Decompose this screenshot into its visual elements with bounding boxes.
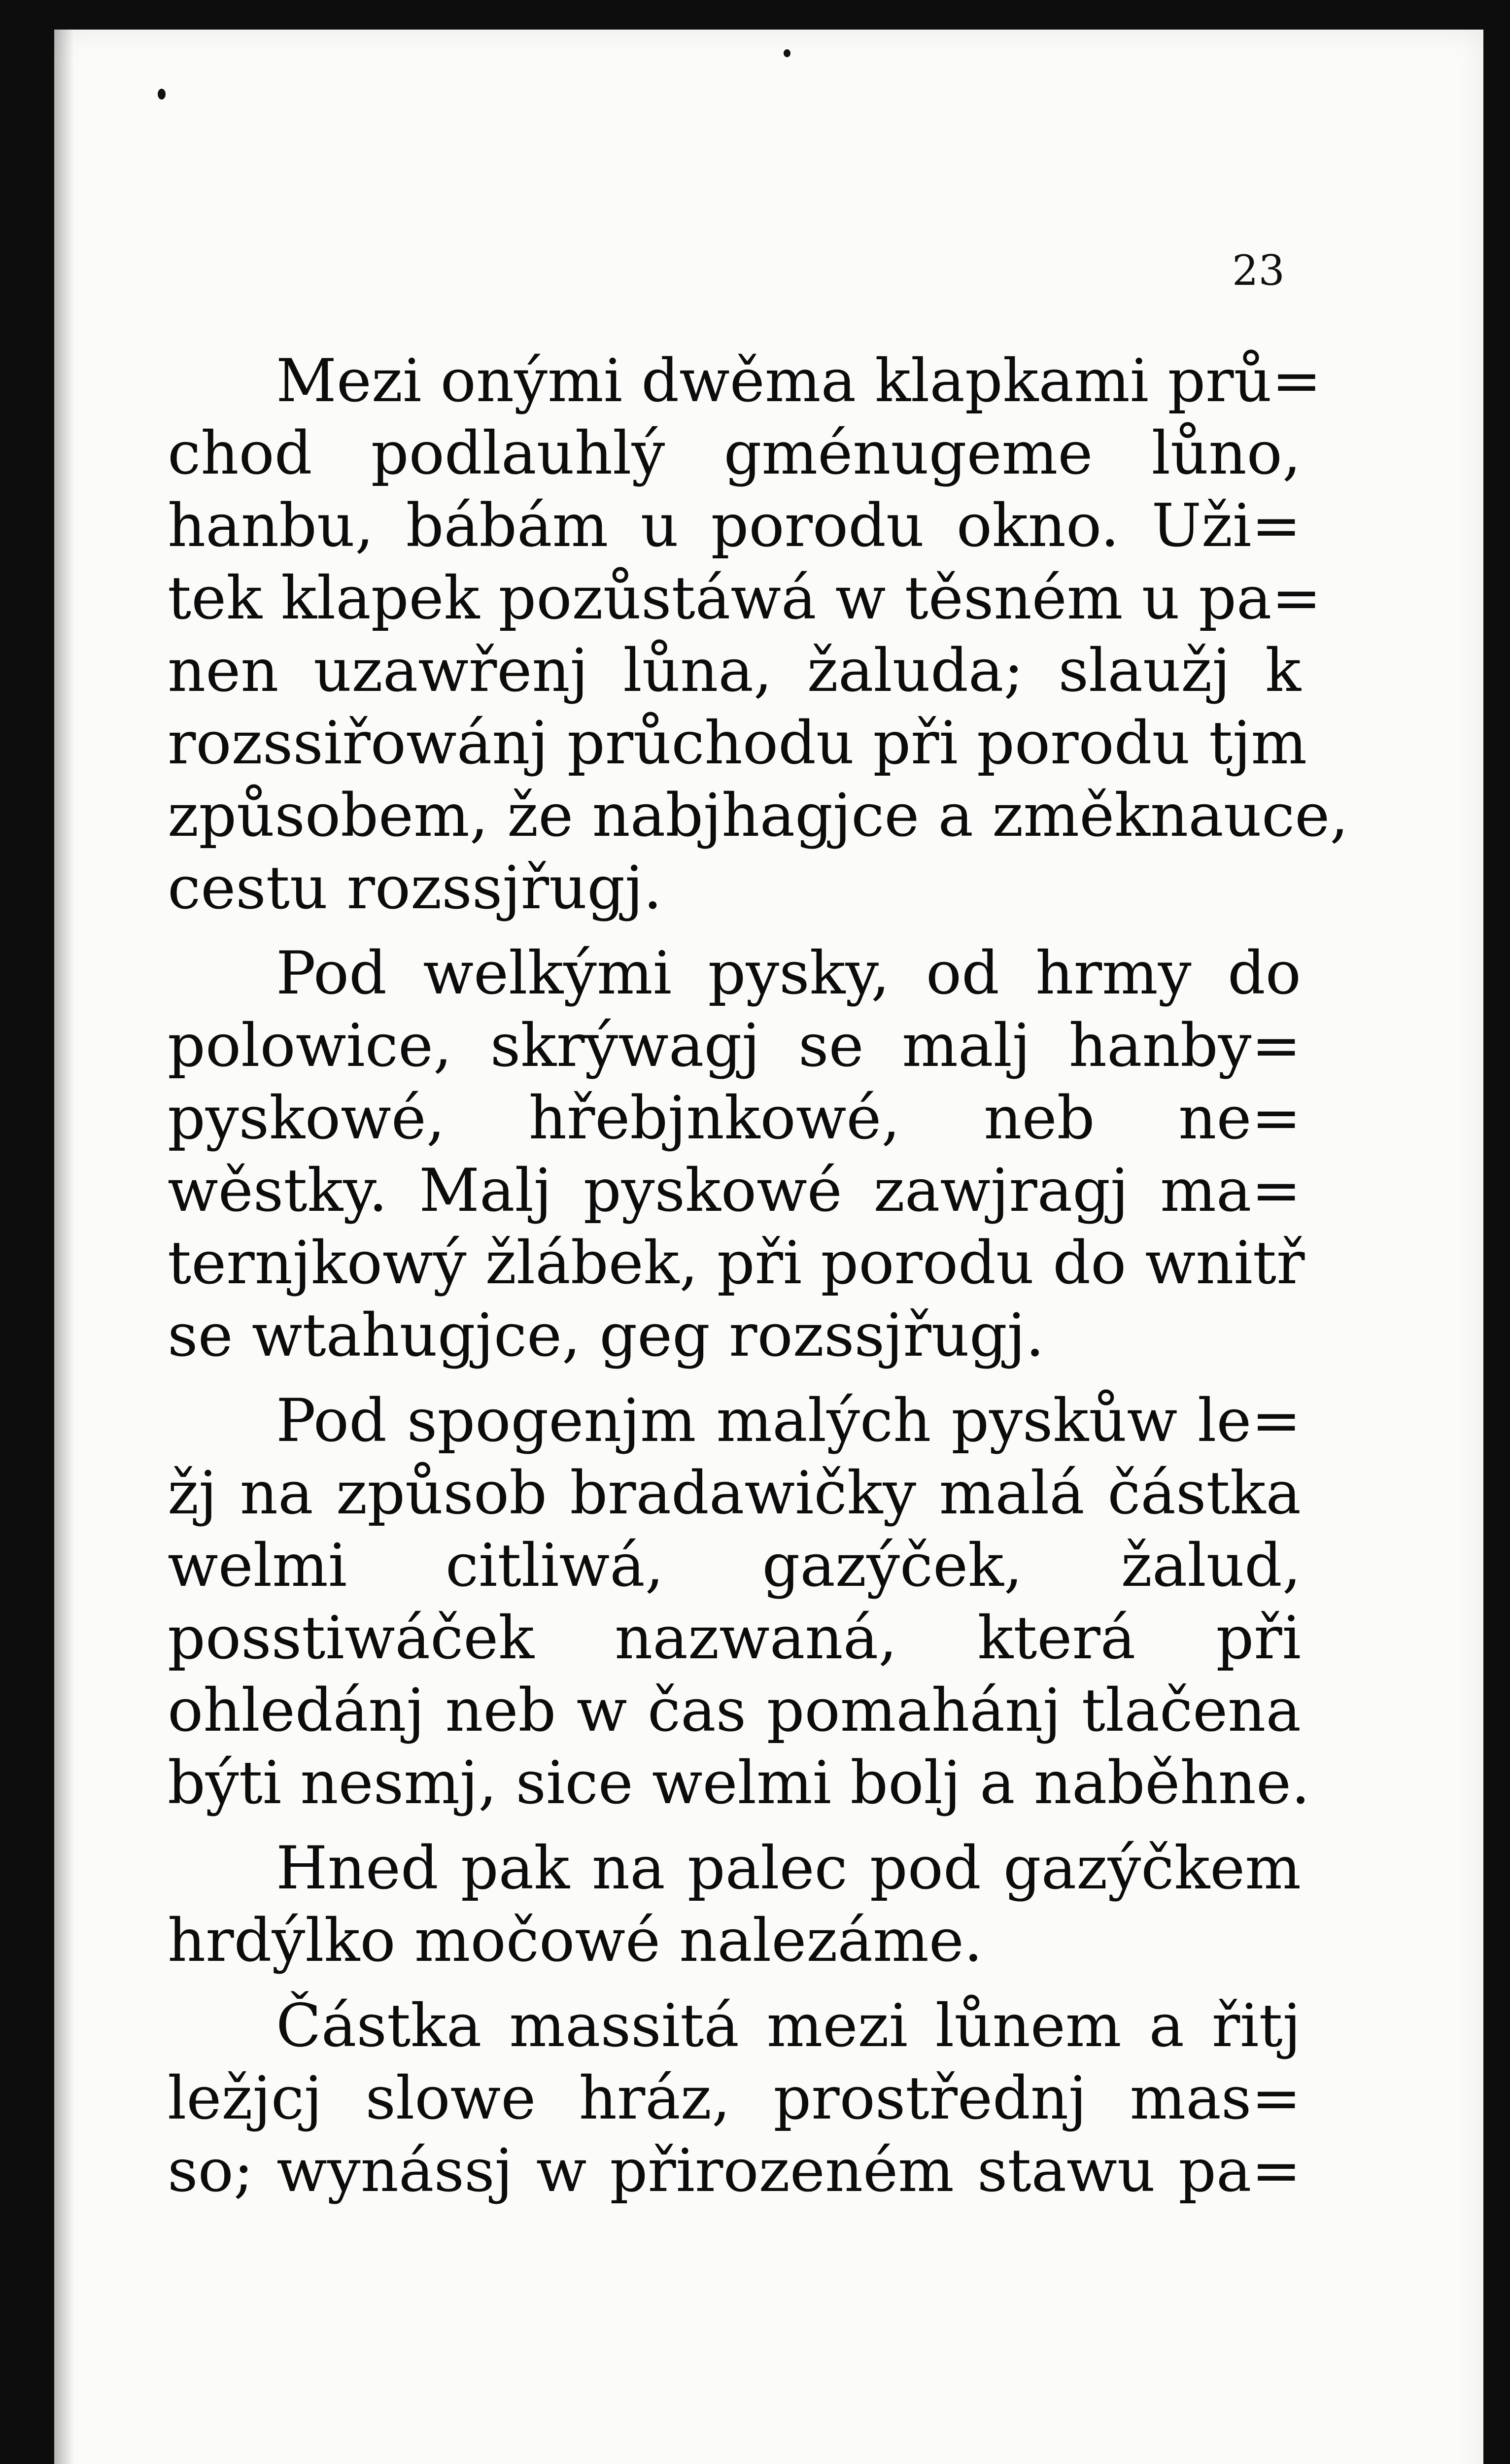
text-line: cestu rozssjřugj. bbox=[168, 854, 662, 923]
text-line: Částka massitá mezi lůnem a řitj bbox=[276, 1992, 1301, 2060]
text-line: Pod spogenjm malých pyskůw le= bbox=[276, 1387, 1301, 1455]
text-line: býti nesmj, sice welmi bolj a naběhne. bbox=[168, 1749, 1310, 1817]
text-line: ternjkowý žlábek, při porodu do wnitř bbox=[168, 1229, 1305, 1298]
text-line: ležjcj slowe hráz, prostřednj mas= bbox=[168, 2064, 1301, 2133]
text-line: polowice, skrýwagj se malj hanby= bbox=[168, 1012, 1301, 1080]
text-line: se wtahugjce, geg rozssjřugj. bbox=[168, 1301, 1045, 1370]
page-number: 23 bbox=[1232, 246, 1285, 295]
text-line: welmi citliwá, gazýček, žalud, bbox=[168, 1532, 1301, 1600]
paragraph bbox=[168, 937, 1305, 1372]
text-line: žj na způsob bradawičky malá částka bbox=[168, 1459, 1301, 1528]
text-line: so; wynássj w přirozeném stawu pa= bbox=[168, 2137, 1301, 2205]
page-gutter-shadow bbox=[54, 30, 74, 2464]
text-line: hrdýlko močowé nalezáme. bbox=[168, 1907, 983, 1975]
text-line: nen uzawřenj lůna, žaluda; slaužj k bbox=[168, 637, 1301, 705]
text-line: rozssiřowánj průchodu při porodu tjm bbox=[168, 709, 1307, 778]
ink-speck bbox=[158, 89, 166, 100]
text-line: posstiwáček nazwaná, která při bbox=[168, 1604, 1301, 1673]
text-line: wěstky. Malj pyskowé zawjragj ma= bbox=[168, 1157, 1301, 1225]
text-line: Hned pak na palec pod gazýčkem bbox=[276, 1834, 1301, 1903]
body-text bbox=[168, 345, 1349, 2220]
text-line: Mezi onými dwěma klapkami prů= bbox=[276, 347, 1322, 415]
text-line: ohledánj neb w čas pomahánj tlačena bbox=[168, 1677, 1301, 1745]
paragraph bbox=[168, 1832, 1301, 1977]
text-line: hanbu, bábám u porodu okno. Uži= bbox=[168, 492, 1301, 560]
paragraph bbox=[168, 345, 1349, 924]
text-line: pyskowé, hřebjnkowé, neb ne= bbox=[168, 1084, 1301, 1153]
book-page bbox=[54, 30, 1483, 2464]
ink-speck bbox=[784, 49, 790, 57]
text-line: Pod welkými pysky, od hrmy do bbox=[276, 939, 1301, 1008]
paragraph bbox=[168, 1385, 1310, 1819]
text-line: chod podlauhlý gménugeme lůno, bbox=[168, 419, 1301, 488]
text-line: tek klapek pozůstáwá w těsném u pa= bbox=[168, 564, 1321, 633]
paragraph bbox=[168, 1990, 1301, 2207]
text-line: způsobem, že nabjhagjce a změknauce, bbox=[168, 782, 1349, 850]
